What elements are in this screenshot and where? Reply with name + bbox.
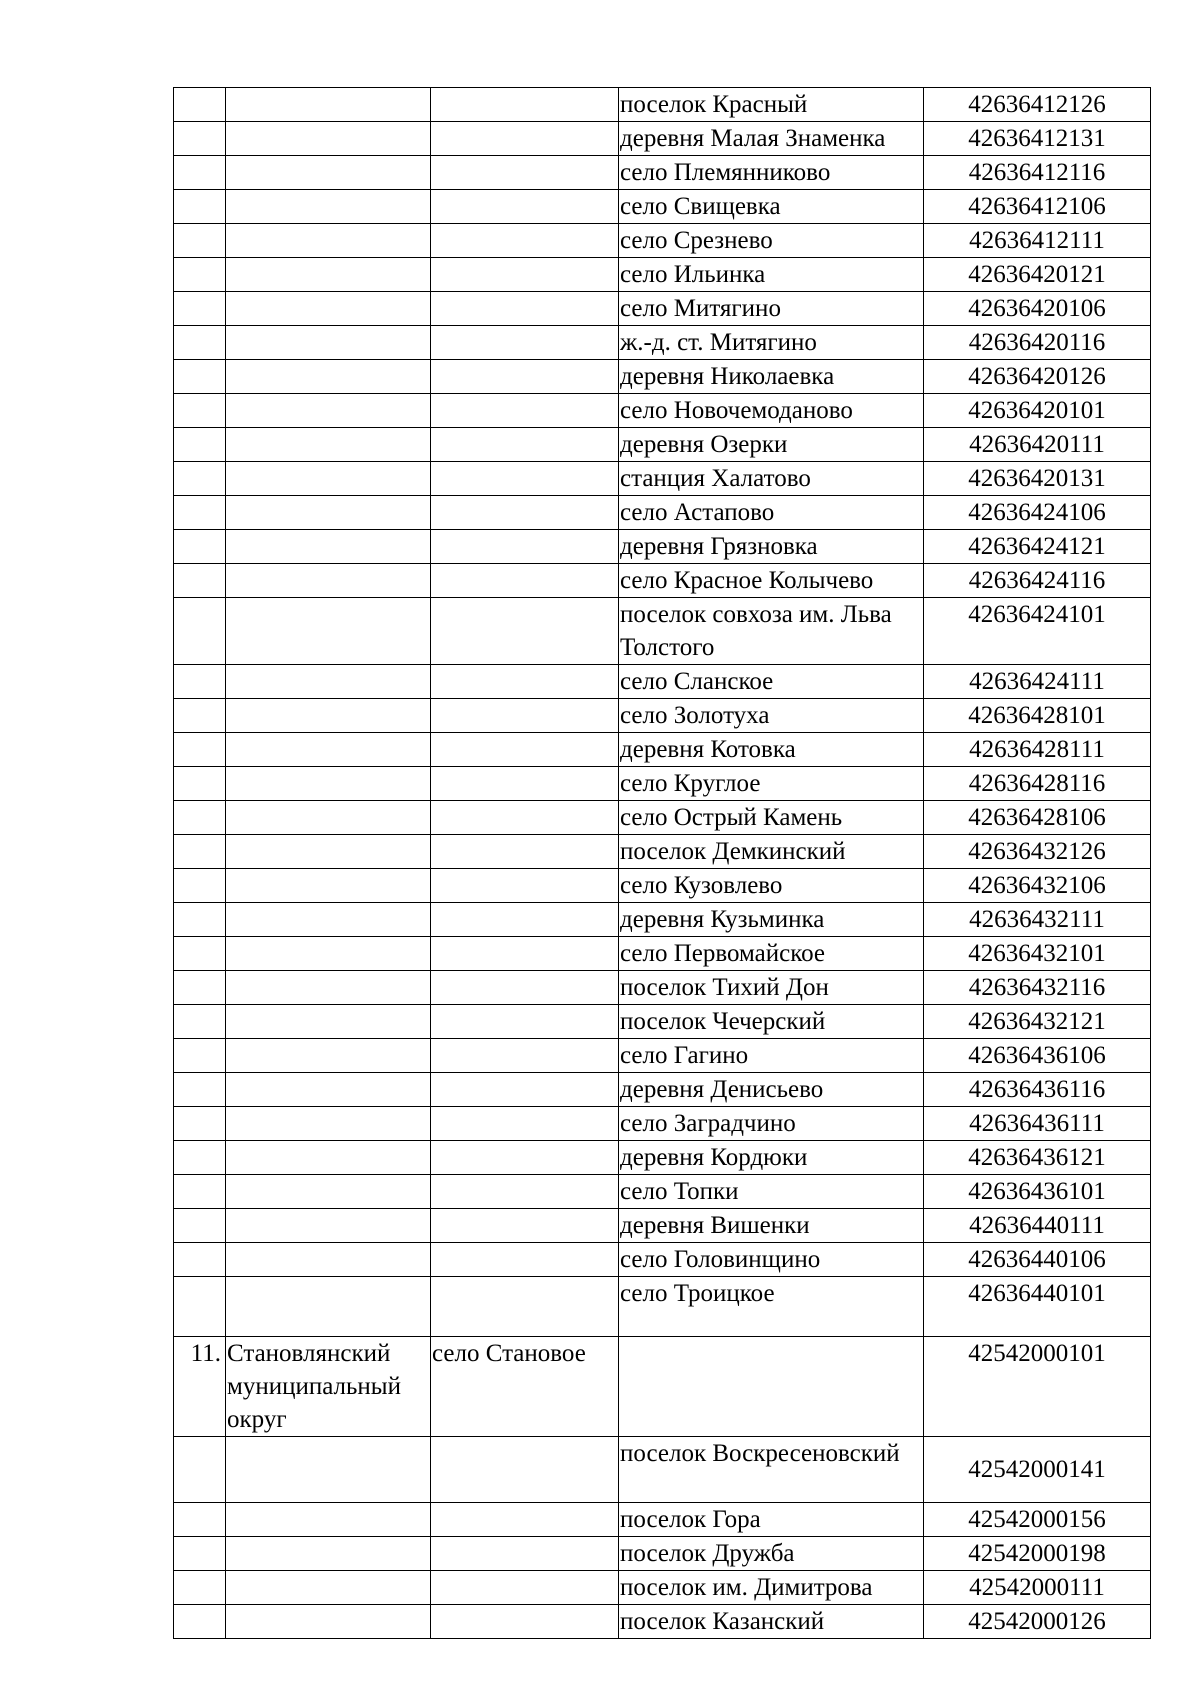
cell-oktmo-code: 42636424101: [924, 598, 1151, 665]
cell-oktmo-code: 42542000156: [924, 1503, 1151, 1537]
table-row: [174, 1437, 1151, 1503]
cell-admin-center: [431, 903, 619, 937]
cell-admin-center: село Становое: [431, 1337, 619, 1437]
cell-number: [174, 564, 226, 598]
cell-oktmo-code: 42542000111: [924, 1571, 1151, 1605]
cell-settlement: село Золотуха: [619, 699, 924, 733]
cell-settlement: село Митягино: [619, 292, 924, 326]
cell-number: [174, 733, 226, 767]
cell-admin-center: [431, 122, 619, 156]
cell-district: [226, 258, 431, 292]
cell-district: [226, 1005, 431, 1039]
cell-district: [226, 1277, 431, 1337]
cell-district: [226, 394, 431, 428]
cell-number: [174, 1107, 226, 1141]
cell-settlement: поселок Тихий Дон: [619, 971, 924, 1005]
table-row: [174, 1337, 1151, 1437]
cell-number: [174, 1209, 226, 1243]
cell-district: [226, 1503, 431, 1537]
cell-admin-center: [431, 869, 619, 903]
cell-admin-center: [431, 699, 619, 733]
cell-district: [226, 699, 431, 733]
cell-settlement: поселок Воскресеновский: [619, 1437, 924, 1503]
cell-district: [226, 122, 431, 156]
cell-number: [174, 1277, 226, 1337]
cell-oktmo-code: 42636420116: [924, 326, 1151, 360]
cell-oktmo-code: 42636432121: [924, 1005, 1151, 1039]
cell-oktmo-code: 42636420111: [924, 428, 1151, 462]
table-row: [174, 360, 1151, 394]
cell-number: [174, 767, 226, 801]
cell-settlement: деревня Малая Знаменка: [619, 122, 924, 156]
table-row: [174, 564, 1151, 598]
cell-admin-center: [431, 326, 619, 360]
cell-admin-center: [431, 1039, 619, 1073]
cell-district: [226, 326, 431, 360]
table-row: [174, 394, 1151, 428]
table-row: [174, 190, 1151, 224]
table-row: [174, 971, 1151, 1005]
cell-number: [174, 1605, 226, 1639]
table-row: [174, 122, 1151, 156]
cell-settlement: деревня Денисьево: [619, 1073, 924, 1107]
cell-settlement: село Свищевка: [619, 190, 924, 224]
cell-oktmo-code: 42636428111: [924, 733, 1151, 767]
cell-settlement: село Первомайское: [619, 937, 924, 971]
cell-admin-center: [431, 733, 619, 767]
table-row: [174, 88, 1151, 122]
table-body: [174, 88, 1151, 1639]
cell-district: [226, 937, 431, 971]
cell-settlement: село Ильинка: [619, 258, 924, 292]
cell-oktmo-code: 42636428106: [924, 801, 1151, 835]
cell-settlement: поселок Дружба: [619, 1537, 924, 1571]
cell-oktmo-code: 42636436121: [924, 1141, 1151, 1175]
cell-district: [226, 360, 431, 394]
cell-admin-center: [431, 258, 619, 292]
cell-admin-center: [431, 1437, 619, 1503]
cell-district: [226, 1571, 431, 1605]
cell-number: [174, 496, 226, 530]
cell-settlement: деревня Николаевка: [619, 360, 924, 394]
cell-admin-center: [431, 224, 619, 258]
cell-district: [226, 598, 431, 665]
cell-number: 11.: [174, 1337, 226, 1437]
cell-oktmo-code: 42636440101: [924, 1277, 1151, 1337]
cell-number: [174, 1073, 226, 1107]
cell-district: [226, 1039, 431, 1073]
cell-oktmo-code: 42542000101: [924, 1337, 1151, 1437]
cell-number: [174, 224, 226, 258]
cell-admin-center: [431, 1571, 619, 1605]
cell-number: [174, 428, 226, 462]
cell-district: [226, 1537, 431, 1571]
cell-settlement: деревня Кузьминка: [619, 903, 924, 937]
cell-admin-center: [431, 971, 619, 1005]
cell-settlement: село Красное Колычево: [619, 564, 924, 598]
cell-oktmo-code: 42636440106: [924, 1243, 1151, 1277]
cell-oktmo-code: 42636420106: [924, 292, 1151, 326]
table-row: [174, 1141, 1151, 1175]
table-row: [174, 1005, 1151, 1039]
cell-oktmo-code: 42542000126: [924, 1605, 1151, 1639]
cell-settlement: деревня Вишенки: [619, 1209, 924, 1243]
table-row: [174, 699, 1151, 733]
cell-admin-center: [431, 496, 619, 530]
cell-district: [226, 88, 431, 122]
cell-admin-center: [431, 360, 619, 394]
cell-number: [174, 258, 226, 292]
cell-settlement: поселок Гора: [619, 1503, 924, 1537]
cell-oktmo-code: 42636424116: [924, 564, 1151, 598]
cell-district: [226, 156, 431, 190]
table-row: [174, 530, 1151, 564]
cell-district: [226, 428, 431, 462]
cell-settlement: поселок совхоза им. Льва Толстого: [619, 598, 924, 665]
cell-district: [226, 292, 431, 326]
cell-settlement: село Заградчино: [619, 1107, 924, 1141]
table-row: [174, 767, 1151, 801]
table-row: [174, 937, 1151, 971]
cell-number: [174, 1537, 226, 1571]
cell-settlement: село Троицкое: [619, 1277, 924, 1337]
cell-number: [174, 835, 226, 869]
cell-oktmo-code: 42636440111: [924, 1209, 1151, 1243]
cell-number: [174, 88, 226, 122]
table-row: [174, 224, 1151, 258]
cell-district: [226, 1605, 431, 1639]
cell-district: [226, 801, 431, 835]
table-row: [174, 903, 1151, 937]
table-row: [174, 258, 1151, 292]
table-row: [174, 598, 1151, 665]
cell-number: [174, 699, 226, 733]
cell-admin-center: [431, 598, 619, 665]
table-row: [174, 869, 1151, 903]
cell-admin-center: [431, 1005, 619, 1039]
cell-oktmo-code: 42636424121: [924, 530, 1151, 564]
cell-oktmo-code: 42636432126: [924, 835, 1151, 869]
cell-district: [226, 767, 431, 801]
cell-admin-center: [431, 292, 619, 326]
table-row: [174, 1209, 1151, 1243]
table-row: [174, 496, 1151, 530]
cell-settlement: село Новочемоданово: [619, 394, 924, 428]
cell-settlement: село Срезнево: [619, 224, 924, 258]
cell-number: [174, 665, 226, 699]
cell-settlement: село Круглое: [619, 767, 924, 801]
cell-number: [174, 190, 226, 224]
cell-settlement: село Сланское: [619, 665, 924, 699]
cell-district: [226, 462, 431, 496]
cell-settlement: поселок Красный: [619, 88, 924, 122]
cell-admin-center: [431, 767, 619, 801]
cell-admin-center: [431, 665, 619, 699]
table-row: [174, 1277, 1151, 1337]
table-row: [174, 801, 1151, 835]
cell-number: [174, 869, 226, 903]
cell-number: [174, 1437, 226, 1503]
cell-admin-center: [431, 156, 619, 190]
cell-oktmo-code: 42636432106: [924, 869, 1151, 903]
cell-number: [174, 394, 226, 428]
cell-settlement: деревня Грязновка: [619, 530, 924, 564]
table-row: [174, 428, 1151, 462]
cell-admin-center: [431, 1107, 619, 1141]
cell-number: [174, 530, 226, 564]
cell-oktmo-code: 42636436106: [924, 1039, 1151, 1073]
table-row: [174, 1605, 1151, 1639]
cell-district: [226, 1107, 431, 1141]
cell-number: [174, 1175, 226, 1209]
cell-admin-center: [431, 1073, 619, 1107]
cell-admin-center: [431, 1175, 619, 1209]
cell-number: [174, 360, 226, 394]
cell-number: [174, 1141, 226, 1175]
cell-district: [226, 1437, 431, 1503]
cell-oktmo-code: 42636432116: [924, 971, 1151, 1005]
cell-settlement: поселок Демкинский: [619, 835, 924, 869]
table-row: [174, 1537, 1151, 1571]
cell-district: [226, 835, 431, 869]
cell-settlement: село Гагино: [619, 1039, 924, 1073]
cell-oktmo-code: 42636432101: [924, 937, 1151, 971]
cell-oktmo-code: 42636412126: [924, 88, 1151, 122]
cell-settlement: деревня Кордюки: [619, 1141, 924, 1175]
cell-admin-center: [431, 835, 619, 869]
cell-settlement: село Астапово: [619, 496, 924, 530]
cell-admin-center: [431, 394, 619, 428]
cell-number: [174, 598, 226, 665]
table-row: [174, 292, 1151, 326]
cell-oktmo-code: 42636420121: [924, 258, 1151, 292]
table-row: [174, 1503, 1151, 1537]
cell-settlement: деревня Котовка: [619, 733, 924, 767]
cell-district: [226, 903, 431, 937]
cell-admin-center: [431, 462, 619, 496]
table-row: [174, 835, 1151, 869]
cell-oktmo-code: 42636412111: [924, 224, 1151, 258]
cell-number: [174, 326, 226, 360]
cell-number: [174, 292, 226, 326]
cell-number: [174, 1503, 226, 1537]
table-row: [174, 326, 1151, 360]
cell-admin-center: [431, 428, 619, 462]
cell-district: [226, 530, 431, 564]
table-row: [174, 1243, 1151, 1277]
cell-district: [226, 1141, 431, 1175]
cell-oktmo-code: 42636428101: [924, 699, 1151, 733]
cell-oktmo-code: 42636412116: [924, 156, 1151, 190]
cell-admin-center: [431, 1141, 619, 1175]
cell-oktmo-code: 42636432111: [924, 903, 1151, 937]
cell-number: [174, 801, 226, 835]
cell-number: [174, 1243, 226, 1277]
cell-admin-center: [431, 1605, 619, 1639]
cell-district: [226, 1243, 431, 1277]
cell-oktmo-code: 42542000198: [924, 1537, 1151, 1571]
table-row: [174, 1039, 1151, 1073]
cell-district: [226, 224, 431, 258]
cell-settlement: [619, 1337, 924, 1437]
table-row: [174, 156, 1151, 190]
cell-oktmo-code: 42636436116: [924, 1073, 1151, 1107]
cell-oktmo-code: 42636424111: [924, 665, 1151, 699]
cell-number: [174, 1005, 226, 1039]
cell-settlement: поселок им. Димитрова: [619, 1571, 924, 1605]
cell-number: [174, 937, 226, 971]
cell-admin-center: [431, 937, 619, 971]
cell-settlement: деревня Озерки: [619, 428, 924, 462]
cell-number: [174, 971, 226, 1005]
cell-oktmo-code: 42636420101: [924, 394, 1151, 428]
table-row: [174, 1571, 1151, 1605]
cell-admin-center: [431, 1243, 619, 1277]
table-row: [174, 665, 1151, 699]
cell-district: [226, 1209, 431, 1243]
cell-admin-center: [431, 88, 619, 122]
cell-district: [226, 971, 431, 1005]
cell-settlement: село Топки: [619, 1175, 924, 1209]
cell-settlement: поселок Казанский: [619, 1605, 924, 1639]
cell-settlement: село Племянниково: [619, 156, 924, 190]
table-row: [174, 1107, 1151, 1141]
cell-number: [174, 156, 226, 190]
cell-oktmo-code: 42636424106: [924, 496, 1151, 530]
cell-number: [174, 462, 226, 496]
cell-oktmo-code: 42636436111: [924, 1107, 1151, 1141]
cell-admin-center: [431, 190, 619, 224]
cell-district: [226, 564, 431, 598]
cell-settlement: поселок Чечерский: [619, 1005, 924, 1039]
cell-oktmo-code: 42636412106: [924, 190, 1151, 224]
cell-settlement: село Кузовлево: [619, 869, 924, 903]
cell-district: Становлянский муниципальный округ: [226, 1337, 431, 1437]
cell-admin-center: [431, 1537, 619, 1571]
table-row: [174, 1073, 1151, 1107]
cell-oktmo-code: 42636412131: [924, 122, 1151, 156]
cell-settlement: станция Халатово: [619, 462, 924, 496]
cell-district: [226, 1175, 431, 1209]
cell-admin-center: [431, 530, 619, 564]
cell-settlement: село Головинщино: [619, 1243, 924, 1277]
settlements-table: [173, 87, 1151, 1639]
cell-oktmo-code: 42636420126: [924, 360, 1151, 394]
cell-oktmo-code: 42636436101: [924, 1175, 1151, 1209]
cell-district: [226, 496, 431, 530]
cell-number: [174, 1571, 226, 1605]
cell-admin-center: [431, 1209, 619, 1243]
cell-settlement: село Острый Камень: [619, 801, 924, 835]
cell-admin-center: [431, 1503, 619, 1537]
cell-oktmo-code: 42542000141: [924, 1437, 1151, 1503]
cell-settlement: ж.-д. ст. Митягино: [619, 326, 924, 360]
table-row: [174, 462, 1151, 496]
cell-number: [174, 122, 226, 156]
cell-district: [226, 733, 431, 767]
cell-number: [174, 903, 226, 937]
cell-district: [226, 869, 431, 903]
cell-admin-center: [431, 564, 619, 598]
cell-oktmo-code: 42636428116: [924, 767, 1151, 801]
cell-district: [226, 190, 431, 224]
cell-district: [226, 665, 431, 699]
table-row: [174, 1175, 1151, 1209]
cell-admin-center: [431, 1277, 619, 1337]
cell-oktmo-code: 42636420131: [924, 462, 1151, 496]
cell-admin-center: [431, 801, 619, 835]
cell-district: [226, 1073, 431, 1107]
cell-number: [174, 1039, 226, 1073]
table-row: [174, 733, 1151, 767]
